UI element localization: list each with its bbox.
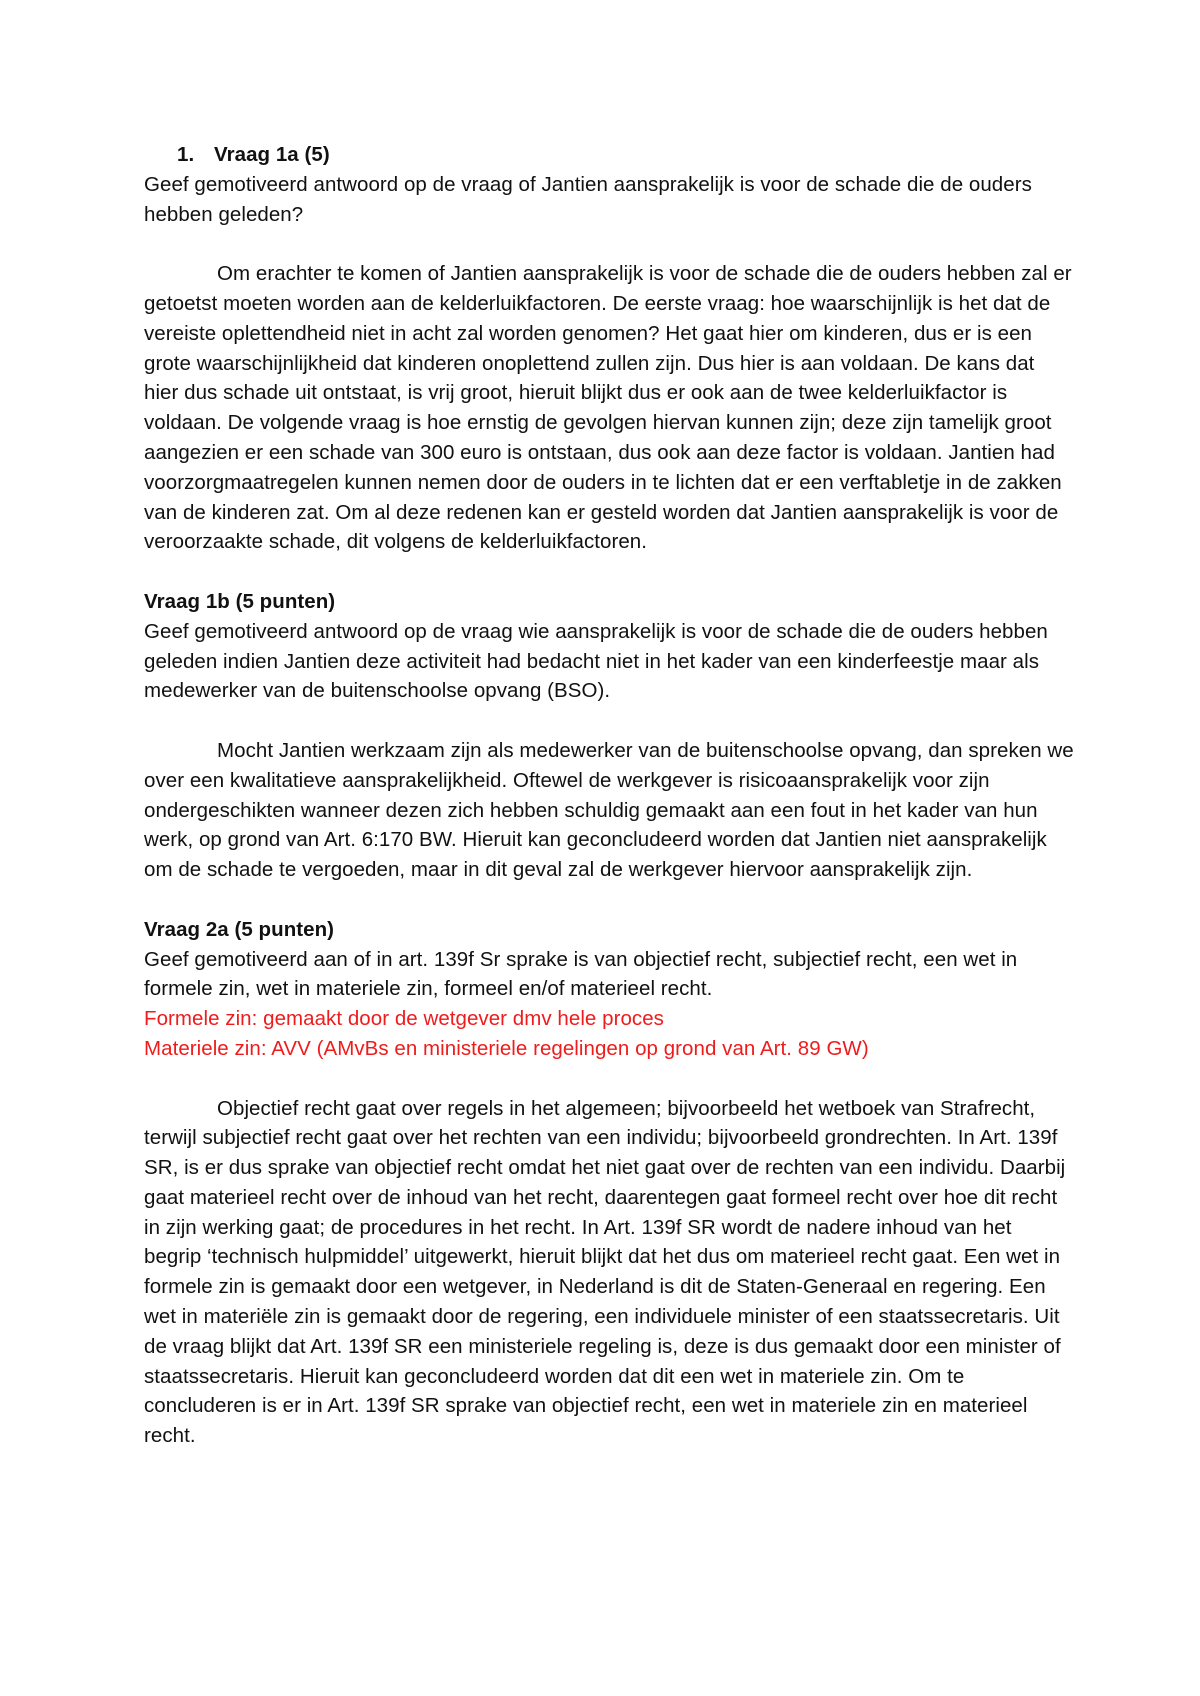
answer-1a-text: Om erachter te komen of Jantien aansprakelijk is voor de schade die de ouders hebben zal er getoetst moeten worden aan de kelderluikfactoren. De eerste vraag: hoe waarschijnlijk is het dat de vereiste oplettendheid niet in acht zal worden genomen? Het gaat hier om kinderen, dus er is een grote waarschijnlijkheid dat kinderen onoplettend zullen zijn. Dus hier is aan voldaan. De kans dat hier dus schade uit ontstaat, is vrij groot, hieruit blijkt dus er ook aan de twee kelderluikfactor is voldaan. De volgende vraag is hoe ernstig de gevolgen hiervan kunnen zijn; deze zijn tamelijk groot aangezien er een schade van 300 euro is ontstaan, dus ook aan deze factor is voldaan. Jantien had voorzorgmaatregelen kunnen nemen door de ouders in te lichten dat er een verftabletje in de zakken van de kinderen zat. Om al deze redenen kan er gesteld worden dat Jantien aansprakelijk is voor de veroorzaakte schade, dit volgens de kelderluikfactoren. (144, 262, 1072, 554)
question-1a-title: Vraag 1a (5) (214, 143, 330, 166)
question-2a-title: Vraag 2a (5 punten) (144, 917, 335, 941)
document-page (144, 140, 1074, 1451)
list-number: 1. (177, 143, 195, 166)
spacer (144, 557, 1074, 587)
question-1a-text: Geef gemotiveerd antwoord op de vraag of Jantien aansprakelijk is voor de schade die de ouders hebben geleden? (144, 172, 1032, 226)
question-1a-heading (144, 140, 1074, 170)
answer-1b-text: Mocht Jantien werkzaam zijn als medewerker van de buitenschoolse opvang, dan spreken we over een kwalitatieve aansprakelijkheid. Oftewel de werkgever is risicoaansprakelijk voor zijn ondergeschikten wanneer dezen zich hebben schuldig gemaakt aan een fout in het kader van hun werk, op grond van Art. 6:170 BW. Hieruit kan geconcludeerd worden dat Jantien niet aansprakelijk om de schade te vergoeden, maar in dit geval zal de werkgever hiervoor aansprakelijk zijn. (144, 738, 1074, 882)
question-1b-title: Vraag 1b (5 punten) (144, 589, 336, 613)
note-formal: Formele zin: gemaakt door de wetgever dmv hele proces (144, 1007, 664, 1031)
question-1b-text: Geef gemotiveerd antwoord op de vraag wie aansprakelijk is voor de schade die de ouders hebben geleden indien Jantien deze activiteit had bedacht niet in het kader van een kinderfeestje maar als medewerker van de buitenschoolse opvang (BSO). (144, 619, 1048, 703)
spacer (144, 1064, 1074, 1094)
question-2a-text: Geef gemotiveerd aan of in art. 139f Sr sprake is van objectief recht, subjectief recht, een wet in formele zin, wet in materiele zin, formeel en/of materieel recht. (144, 947, 1018, 1001)
note-material: Materiele zin: AVV (AMvBs en ministeriele regelingen op grond van Art. 89 GW) (144, 1036, 869, 1060)
spacer (144, 706, 1074, 736)
spacer (144, 229, 1074, 259)
spacer (144, 885, 1074, 915)
answer-2a-text: Objectief recht gaat over regels in het algemeen; bijvoorbeeld het wetboek van Strafrecht, terwijl subjectief recht gaat over het rechten van een individu; bijvoorbeeld grondrechten. In Art. 139f SR, is er dus sprake van objectief recht omdat het niet gaat over de rechten van een individu. Daarbij gaat materieel recht over de inhoud van het recht, daarentegen gaat formeel recht over hoe dit recht in zijn werking gaat; de procedures in het recht. In Art. 139f SR wordt de nadere inhoud van het begrip ‘technisch hulpmiddel’ uitgewerkt, hieruit blijkt dat het dus om materieel recht gaat. Een wet in formele zin is gemaakt door een wetgever, in Nederland is dit de Staten-Generaal en regering. Een wet in materiële zin is gemaakt door de regering, een individuele minister of een staatssecretaris. Uit de vraag blijkt dat Art. 139f SR een ministeriele regeling is, deze is dus gemaakt door een minister of staatssecretaris. Hieruit kan geconcludeerd worden dat dit een wet in materiele zin. Om te concluderen is er in Art. 139f SR sprake van objectief recht, een wet in materiele zin en materieel recht. (144, 1096, 1066, 1448)
